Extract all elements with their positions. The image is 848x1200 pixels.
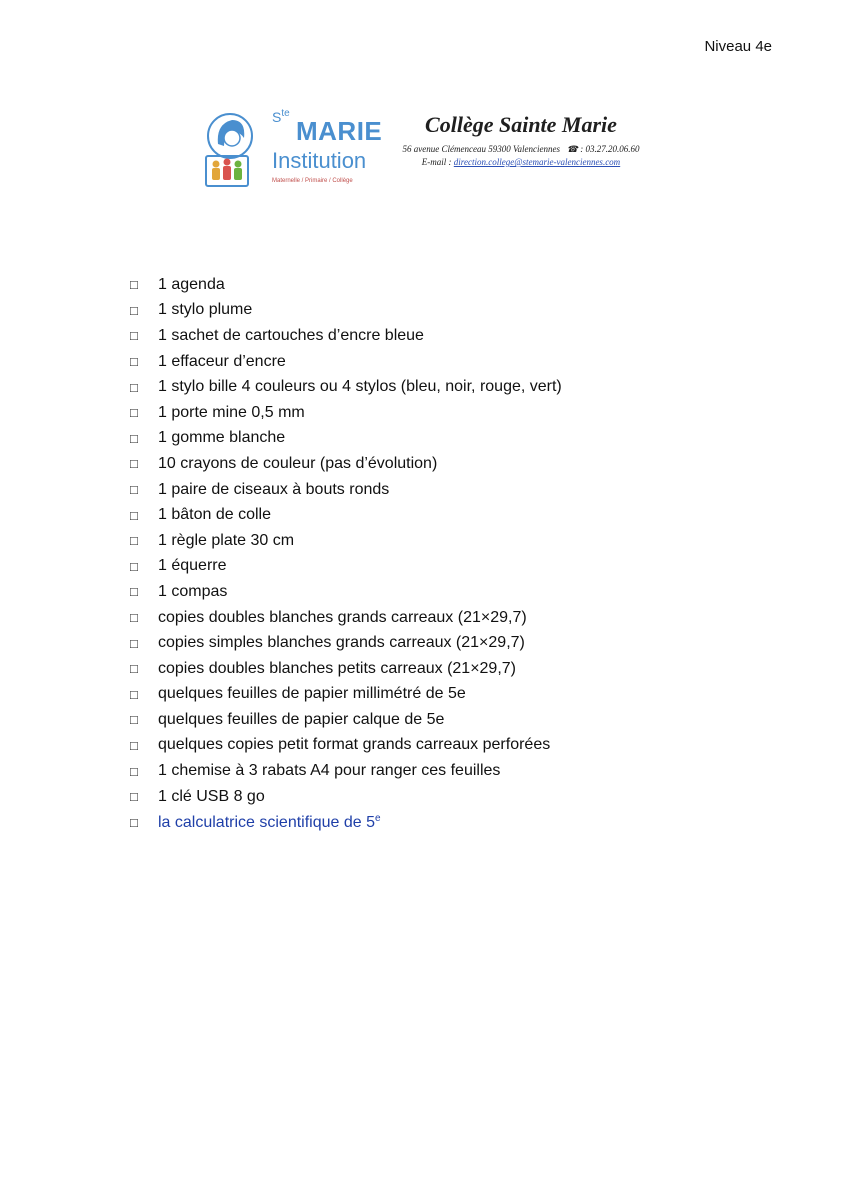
checklist-item [130, 656, 562, 682]
checklist-item [130, 272, 562, 298]
checklist-item-label: quelques copies petit format grands carreaux perforées [158, 736, 551, 754]
checklist-item-label: 1 bâton de colle [158, 506, 271, 524]
checklist-item-label: 1 stylo bille 4 couleurs ou 4 stylos (bleu, noir, rouge, vert) [158, 378, 562, 396]
checkbox-icon[interactable]: □ [130, 661, 138, 677]
calculator-text: la calculatrice scientifique de 5 [158, 813, 376, 831]
checklist-item-label: 10 crayons de couleur (pas d’évolution) [158, 454, 438, 472]
college-name: Collège Sainte Marie [425, 112, 617, 137]
address-text: 56 avenue Clémenceau 59300 Valenciennes [402, 144, 560, 154]
checkbox-icon[interactable]: □ [130, 277, 138, 293]
calculator-sup: e [375, 812, 381, 824]
checkbox-icon[interactable]: □ [130, 379, 138, 395]
checkbox-icon[interactable]: □ [130, 789, 138, 805]
checklist-item-label: copies simples blanches grands carreaux (21×29,7) [158, 634, 525, 652]
checklist-item-label: 1 équerre [158, 557, 227, 575]
school-logo [204, 108, 382, 192]
checkbox-icon[interactable]: □ [130, 712, 138, 728]
checkbox-icon[interactable]: □ [130, 354, 138, 370]
checklist-item-label: 1 stylo plume [158, 301, 253, 319]
checklist-item-label: 1 compas [158, 582, 228, 600]
checklist-item [130, 323, 562, 349]
checklist-item [130, 451, 562, 477]
phone-number: : 03.27.20.06.60 [580, 144, 640, 154]
checklist-item-label: 1 effaceur d’encre [158, 352, 286, 370]
checkbox-icon[interactable]: □ [130, 737, 138, 753]
logo-marie: MARIE [296, 116, 383, 146]
checklist-item-label: quelques feuilles de papier calque de 5e [158, 710, 445, 728]
logo-ste: $S^{te}$ [272, 108, 290, 125]
checklist-item-label: 1 paire de ciseaux à bouts ronds [158, 480, 390, 498]
checklist-item-label: 1 porte mine 0,5 mm [158, 403, 305, 421]
checkbox-icon[interactable]: □ [130, 610, 138, 626]
checklist-item-calculator [130, 809, 562, 835]
checklist-item-label: 1 agenda [158, 275, 225, 293]
checkbox-icon[interactable]: □ [130, 635, 138, 651]
checklist-item [130, 707, 562, 733]
checklist-item-label: 1 clé USB 8 go [158, 787, 265, 805]
checkbox-icon[interactable]: □ [130, 814, 138, 830]
checklist-item-label: 1 chemise à 3 rabats A4 pour ranger ces feuilles [158, 762, 501, 780]
checklist-item [130, 682, 562, 708]
checklist-item [130, 733, 562, 759]
checklist-item [130, 528, 562, 554]
checkbox-icon[interactable]: □ [130, 584, 138, 600]
checkbox-icon[interactable]: □ [130, 558, 138, 574]
checkbox-icon[interactable]: □ [130, 430, 138, 446]
checklist-item [130, 502, 562, 528]
family-logo-icon [204, 110, 268, 190]
checklist-item [130, 784, 562, 810]
checkbox-icon[interactable]: □ [130, 686, 138, 702]
checklist-item [130, 400, 562, 426]
college-email-line [386, 157, 656, 167]
logo-institution: Institution [272, 148, 367, 173]
checklist-item [130, 758, 562, 784]
checklist-item [130, 298, 562, 324]
checklist-item [130, 630, 562, 656]
email-label: E-mail : [421, 157, 454, 167]
checkbox-icon[interactable]: □ [130, 405, 138, 421]
checklist-item-label: copies doubles blanches grands carreaux (21×29,7) [158, 608, 527, 626]
checklist-item-label: quelques feuilles de papier millimétré de 5e [158, 685, 466, 703]
checklist-item-label: 1 règle plate 30 cm [158, 531, 295, 549]
phone-icon: ☎ [566, 144, 578, 154]
college-header [386, 112, 656, 167]
checklist-item [130, 349, 562, 375]
checklist-item-label: copies doubles blanches petits carreaux (21×29,7) [158, 659, 516, 677]
checkbox-icon[interactable]: □ [130, 302, 138, 318]
checklist-item [130, 579, 562, 605]
checklist-item [130, 374, 562, 400]
checklist-item [130, 426, 562, 452]
level-label: Niveau 4e [704, 38, 772, 55]
checklist-item [130, 605, 562, 631]
checkbox-icon[interactable]: □ [130, 763, 138, 779]
checklist-item-label [158, 813, 381, 832]
checklist-item [130, 554, 562, 580]
checklist-item-label: 1 gomme blanche [158, 429, 286, 447]
checkbox-icon[interactable]: □ [130, 456, 138, 472]
checkbox-icon[interactable]: □ [130, 533, 138, 549]
supply-checklist [130, 272, 562, 835]
email-link[interactable]: direction.college@stemarie-valenciennes.com [453, 157, 621, 167]
checkbox-icon[interactable]: □ [130, 328, 138, 344]
logo-subtitle: Maternelle / Primaire / Collège [272, 178, 353, 184]
checkbox-icon[interactable]: □ [130, 507, 138, 523]
checkbox-icon[interactable]: □ [130, 482, 138, 498]
checklist-item [130, 477, 562, 503]
checklist-item-label: 1 sachet de cartouches d’encre bleue [158, 326, 424, 344]
college-address [386, 144, 656, 155]
